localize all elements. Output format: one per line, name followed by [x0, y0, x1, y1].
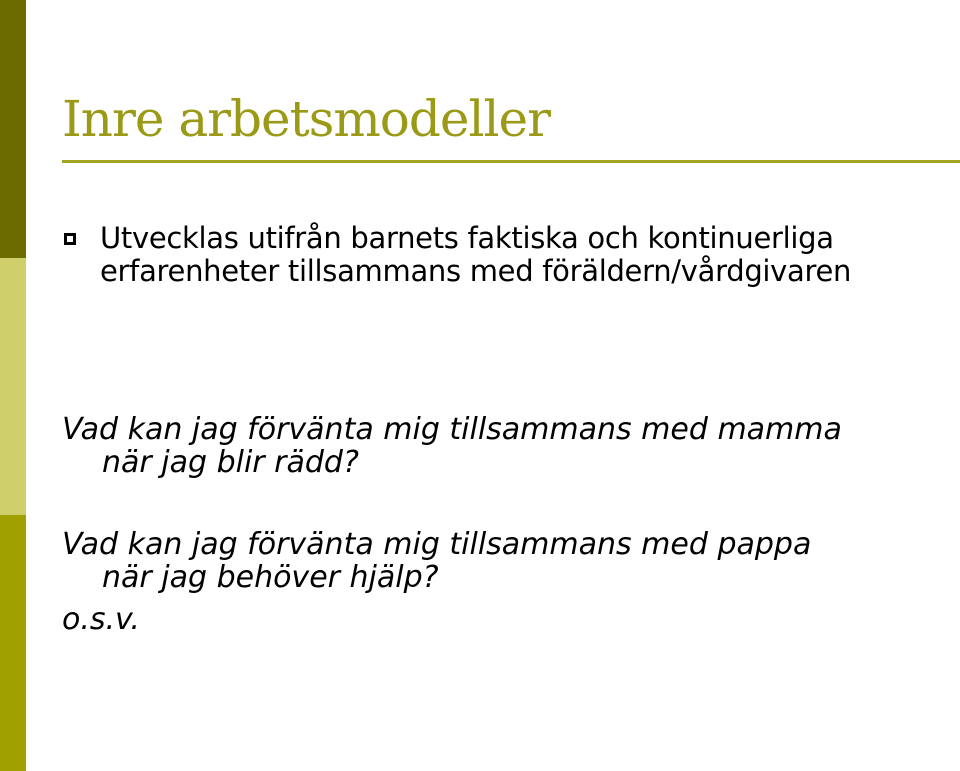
side-bar-middle: [0, 258, 26, 515]
closing-text: o.s.v.: [62, 602, 140, 637]
question-mamma: [62, 413, 842, 479]
bullet-text: Utvecklas utifrån barnets faktiska och kontinuerliga erfarenheter tillsammans med föräldern/vårdgivaren: [100, 221, 852, 288]
hollow-square-bullet-icon: [64, 233, 76, 245]
question-pappa: [62, 528, 811, 594]
side-bar-top: [0, 0, 26, 258]
question-mamma-line2: när jag blir rädd?: [102, 445, 359, 480]
title-divider: [62, 160, 960, 163]
side-bar-bottom: [0, 515, 26, 771]
slide-title: Inre arbetsmodeller: [62, 90, 550, 148]
question-mamma-line1: Vad kan jag förvänta mig tillsammans med mamma: [62, 412, 842, 447]
question-pappa-line1: Vad kan jag förvänta mig tillsammans med pappa: [62, 527, 812, 562]
question-pappa-line2: när jag behöver hjälp?: [102, 560, 439, 595]
